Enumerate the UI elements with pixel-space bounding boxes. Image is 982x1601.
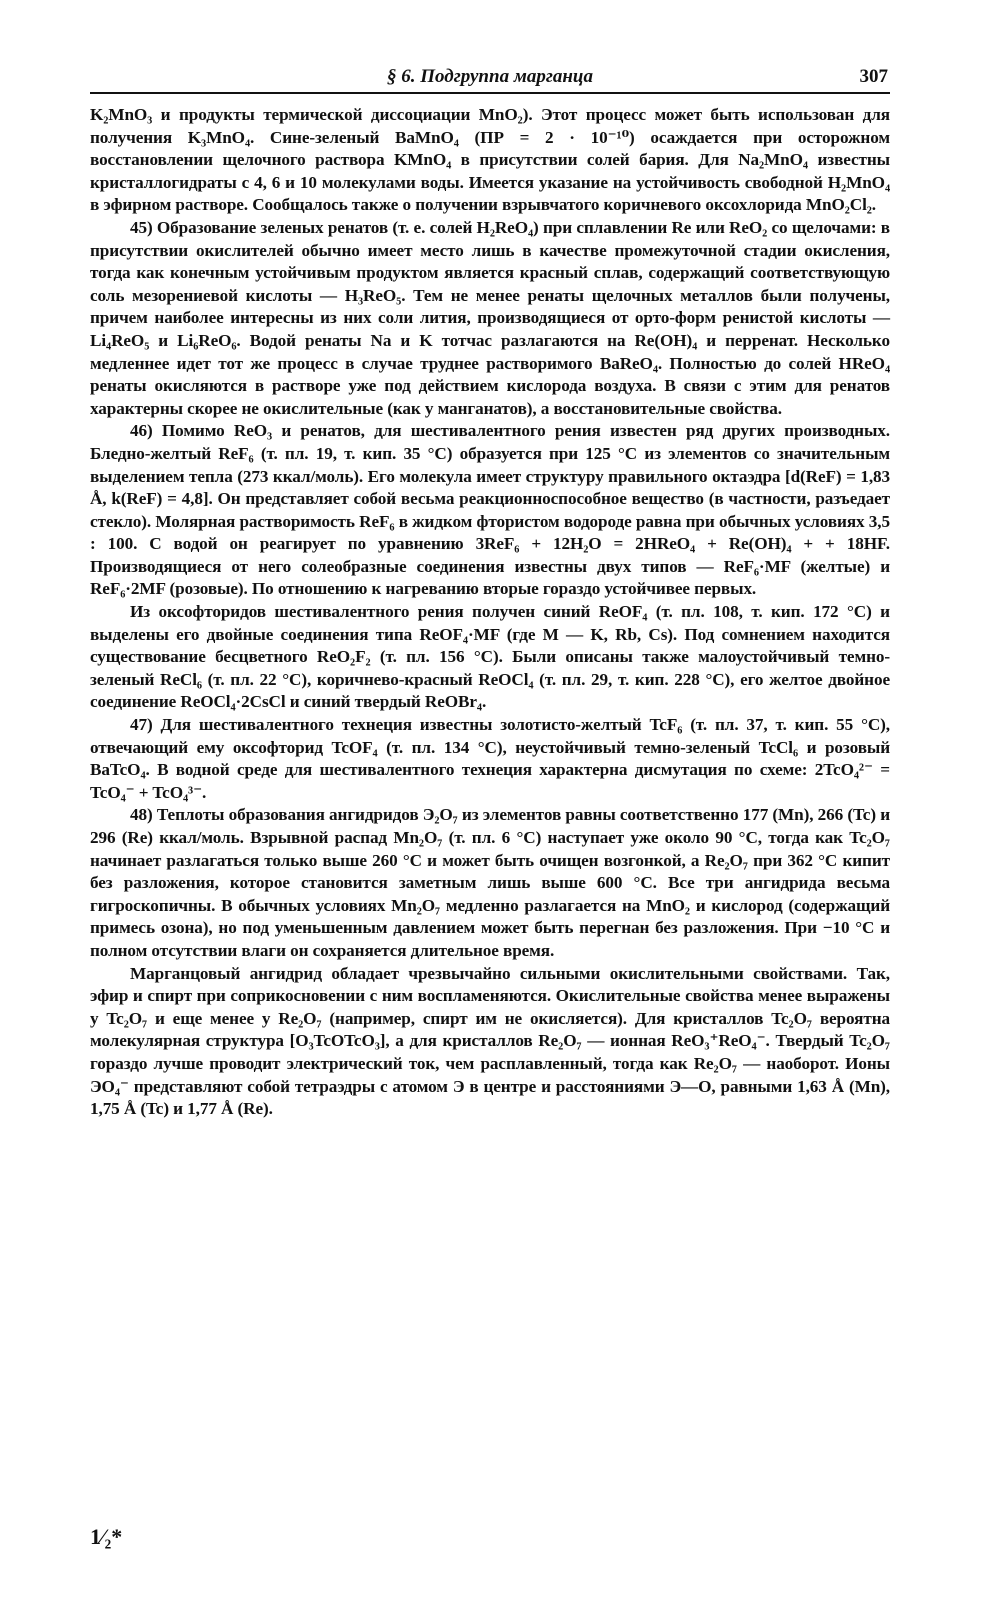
body-text [90,104,890,1121]
page-header [90,58,890,94]
signature-mark: 1⁄₂* [90,1524,123,1549]
paragraph-note-46: 46) Помимо ReO₃ и ренатов, для шестивалентного рения известен ряд других производных. Бледно-желтый ReF₆ (т. пл. 19, т. кип. 35 °C) образуется при 125 °C из элементов со значительным выделением тепла (273 ккал/моль). Его молекула имеет структуру правильного октаэдра [d(ReF) = 1,83 Å, k(ReF) = 4,8]. Он представляет собой весьма реакционноспособное вещество (в частности, разъедает стекло). Молярная растворимость ReF₆ в жидком фтористом водороде равна при обычных условиях 3,5 : 100. С водой он реагирует по уравнению 3ReF₆ + 12H₂O = 2HReO₄ + Re(OH)₄ + + 18HF. Производящиеся от него солеобразные соединения известны двух типов — ReF₆·MF (желтые) и ReF₆·2MF (розовые). По отношению к нагреванию вторые гораздо устойчивее первых. [90,421,890,599]
paragraph-oxofluorides: Из оксофторидов шестивалентного рения получен синий ReOF₄ (т. пл. 108, т. кип. 172 °C) и выделены его двойные соединения типа ReOF₄·MF (где M — K, Rb, Cs). Под сомнением находится существование бесцветного ReO₂F₂ (т. пл. 156 °C). Были описаны также малоустойчивый темно-зеленый ReCl₆ (т. пл. 22 °C), коричнево-красный ReOCl₄ (т. пл. 29, т. кип. 228 °C), его желтое двойное соединение ReOCl₄·2CsCl и синий твердый ReOBr₄. [90,602,890,712]
paragraph-note-45: 45) Образование зеленых ренатов (т. е. солей H₂ReO₄) при сплавлении Re или ReO₂ со щелочами: в присутствии окислителей обычно имеет место лишь в качестве промежуточной стадии окисления, тогда как конечным устойчивым продуктом является красный сплав, содержащий соответствующую соль мезорениевой кислоты — H₃ReO₅. Тем не менее ренаты щелочных металлов были получены, причем наиболее интересны из них соли лития, производящиеся от орто-форм ренистой кислоты — Li₄ReO₅ и Li₆ReO₆. Водой ренаты Na и K тотчас разлагаются на Re(OH)₄ и перренат. Несколько медленнее идет тот же процесс в случае труднее растворимого BaReO₄. Полностью до солей HReO₄ ренаты окисляются в растворе уже под действием кислорода воздуха. В связи с этим для ренатов характерны скорее не окислительные (как у манганатов), а восстановительные свойства. [90,217,890,418]
paragraph-note-48: 48) Теплоты образования ангидридов Э₂O₇ из элементов равны соответственно 177 (Mn), 266 (Tc) и 296 (Re) ккал/моль. Взрывной распад Mn₂O₇ (т. пл. 6 °C) наступает уже около 90 °C, тогда как Tc₂O₇ начинает разлагаться только выше 260 °C и может быть очищен возгонкой, а Re₂O₇ при 362 °C кипит без разложения, которое становится заметным лишь выше 600 °C. Все три ангидрида весьма гигроскопичны. В обычных условиях Mn₂O₇ медленно разлагается на MnO₂ и кислород (содержащий примесь озона), но под уменьшенным давлением может быть перегнан без разложения. При −10 °C и полном отсутствии влаги он сохраняется длительное время. [90,805,890,960]
paragraph-anhydride-properties: Марганцовый ангидрид обладает чрезвычайно сильными окислительными свойствами. Так, эфир и спирт при соприкосновении с ним воспламеняются. Окислительные свойства менее выражены у Tc₂O₇ и еще менее у Re₂O₇ (например, спирт им не окисляется). Для кристаллов Tc₂O₇ вероятна молекулярная структура [O₃TcOTcO₃], а для кристаллов Re₂O₇ — ионная ReO₃⁺ReO₄⁻. Твердый Tc₂O₇ гораздо лучше проводит электрический ток, чем расплавленный, тогда как Re₂O₇ — наоборот. Ионы ЭO₄⁻ представляют собой тетраэдры с атомом Э в центре и расстояниями Э—O, равными 1,63 Å (Mn), 1,75 Å (Tc) и 1,77 Å (Re). [90,963,890,1119]
paragraph-note-47: 47) Для шестивалентного технеция известны золотисто-желтый TcF₆ (т. пл. 37, т. кип. 55 °C), отвечающий ему оксофторид TcOF₄ (т. пл. 134 °C), неустойчивый темно-зеленый TcCl₆ и розовый BaTcO₄. В водной среде для шестивалентного технеция характерна дисмутация по схеме: 2TcO₄²⁻ = TcO₄⁻ + TcO₄³⁻. [90,715,890,802]
running-title: § 6. Подгруппа марганца [387,66,593,87]
book-page [90,58,890,1121]
paragraph-continued: K₂MnO₃ и продукты термической диссоциации MnO₂). Этот процесс может быть использован для получения K₃MnO₄. Сине-зеленый BaMnO₄ (ПР = 2 · 10⁻¹⁰) осаждается при осторожном восстановлении щелочного раствора KMnO₄ в присутствии солей бария. Для Na₂MnO₄ известны кристаллогидраты с 4, 6 и 10 молекулами воды. Имеется указание на устойчивость свободной H₂MnO₄ в эфирном растворе. Сообщалось также о получении взрывчатого коричневого оксохлорида MnO₂Cl₂. [90,105,890,215]
page-number: 307 [859,66,888,87]
